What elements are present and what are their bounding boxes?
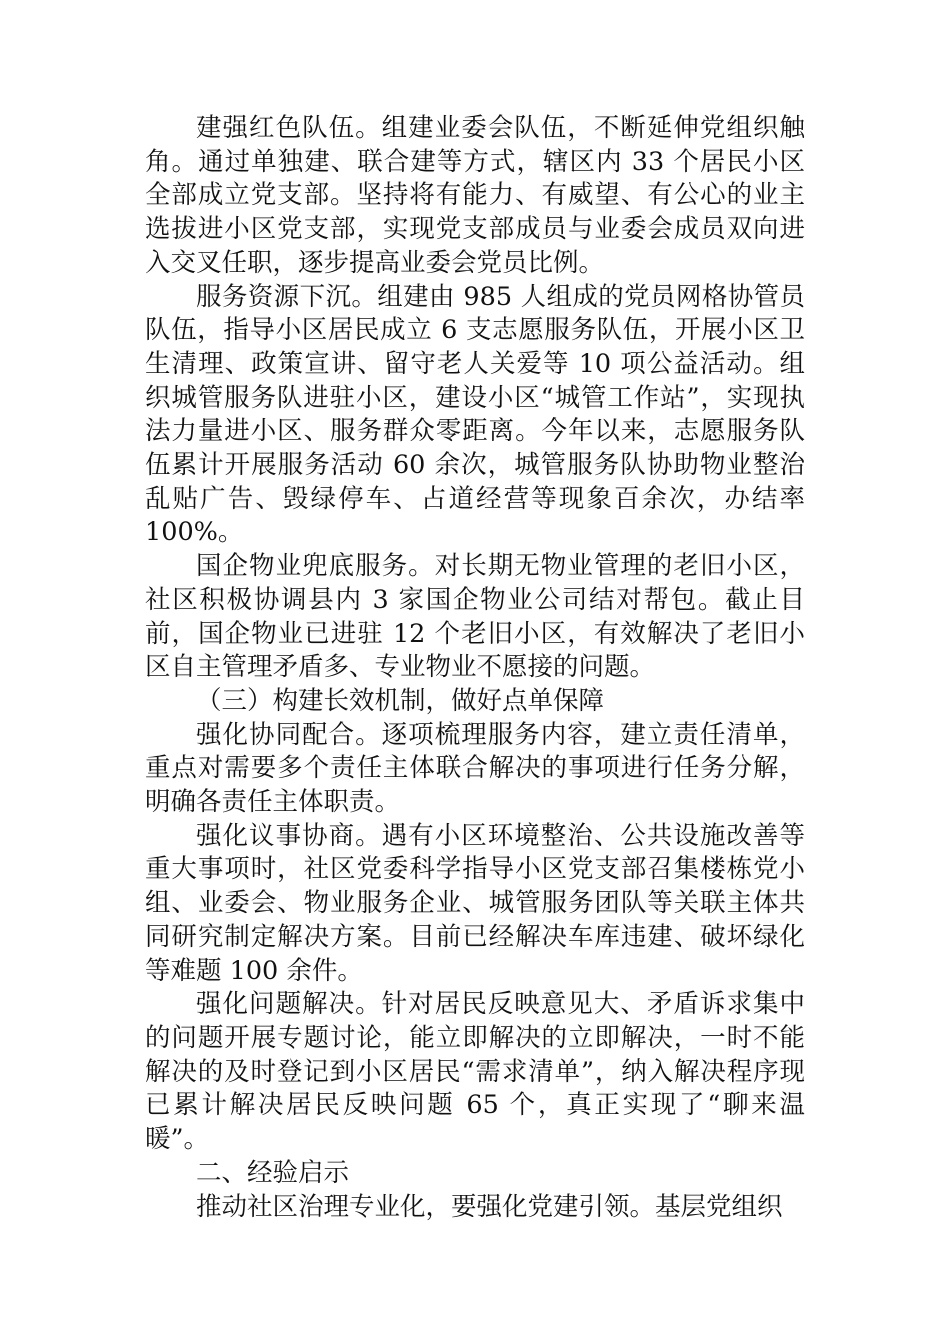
paragraph-red-team: 建强红色队伍。组建业委会队伍，不断延伸党组织触角。通过单独建、联合建等方式，辖区内 33 个居民小区全部成立党支部。坚持将有能力、有威望、有公心的业主选拔进小区党支部，实现党支部成员与业委会成员双向进入交叉任职，逐步提高业委会党员比例。: [145, 113, 805, 278]
section-heading-mechanism: （三）构建长效机制，做好点单保障: [196, 685, 605, 716]
paragraph-state-property: 国企物业兜底服务。对长期无物业管理的老旧小区，社区积极协调县内 3 家国企物业公司结对帮包。截止目前，国企物业已进驻 12 个老旧小区，有效解决了老旧小区自主管理矛盾多、专业物业不愿接的问题。: [145, 551, 805, 683]
section-heading-experience: 二、经验启示: [196, 1157, 350, 1188]
document-page: [145, 112, 805, 1224]
paragraph-problem-solving: 强化问题解决。针对居民反映意见大、矛盾诉求集中的问题开展专题讨论，能立即解决的立即解决，一时不能解决的及时登记到小区居民“需求清单”，纳入解决程序现已累计解决居民反映问题 65 个，真正实现了“聊来温暖”。: [145, 989, 805, 1155]
paragraph-consultation: 强化议事协商。遇有小区环境整治、公共设施改善等重大事项时，社区党委科学指导小区党支部召集楼栋党小组、业委会、物业服务企业、城管服务团队等关联主体共同研究制定解决方案。目前已经解决车库违建、破坏绿化等难题 100 余件。: [145, 820, 805, 986]
paragraph-experience-start: 推动社区治理专业化，要强化党建引领。基层党组织: [196, 1191, 783, 1222]
paragraph-service-resources: 服务资源下沉。组建由 985 人组成的党员网格协管员队伍，指导小区居民成立 6 支志愿服务队伍，开展小区卫生清理、政策宣讲、留守老人关爱等 10 项公益活动。组织城管服务队进驻小区，建设小区“城管工作站”，实现执法力量进小区、服务群众零距离。今年以来，志愿服务队伍累计开展服务活动 60 余次，城管服务队协助物业整治乱贴广告、毁绿停车、占道经营等现象百余次，办结率 100%。: [145, 281, 805, 548]
paragraph-coordination: 强化协同配合。逐项梳理服务内容，建立责任清单，重点对需要多个责任主体联合解决的事项进行任务分解，明确各责任主体职责。: [145, 719, 805, 818]
